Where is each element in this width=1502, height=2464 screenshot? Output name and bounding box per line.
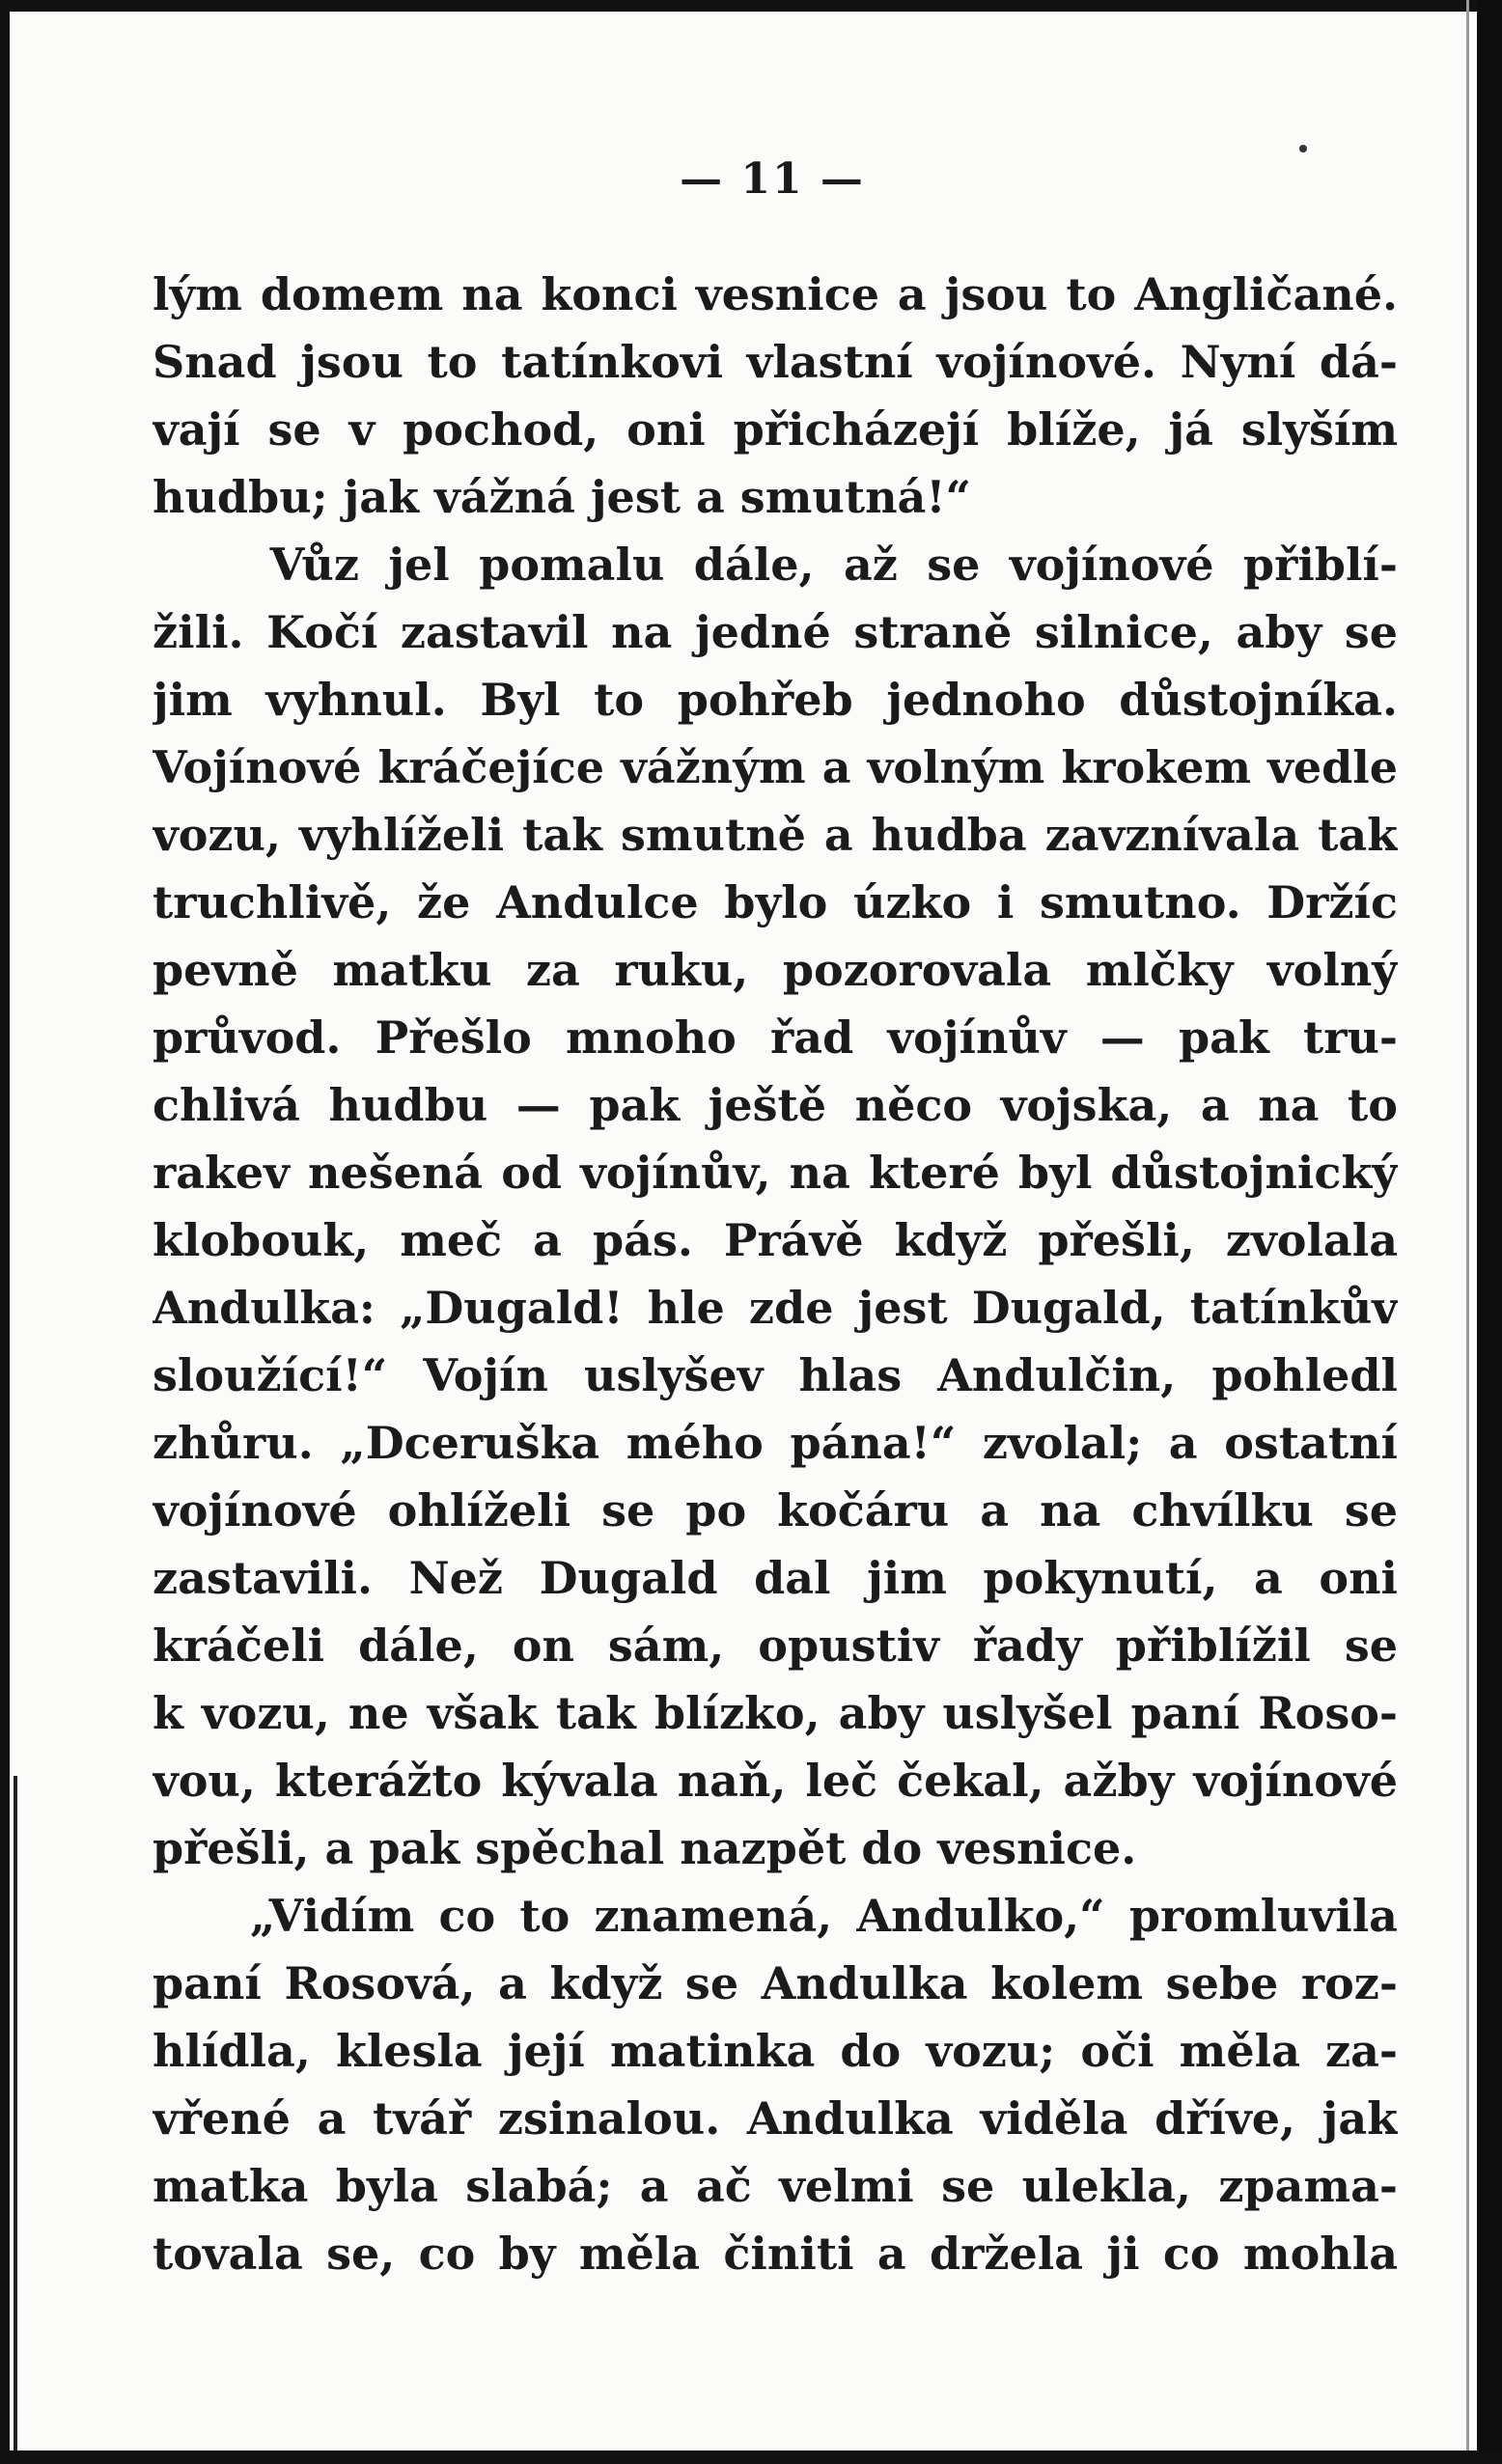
body-text	[153, 261, 1398, 2287]
scan-border-left	[0, 0, 10, 2464]
text-line: lým domem na konci vesnice a jsou to Angličané.	[153, 268, 1398, 320]
paragraph	[153, 1882, 1398, 2287]
scan-border-right	[1477, 0, 1502, 2464]
text-line: jim vyhnul. Byl to pohřeb jednoho důstojníka.	[153, 674, 1398, 726]
text-line: hudbu; jak vážná jest a smutná!“	[153, 471, 971, 523]
text-line: matka byla slabá; a ač velmi se ulekla, zpama-	[153, 2160, 1398, 2212]
text-line: žili. Kočí zastavil na jedné straně silnice, aby se	[153, 606, 1398, 658]
scan-border-left-inner	[14, 1776, 17, 2464]
text-line: průvod. Přešlo mnoho řad vojínův — pak tru-	[153, 1011, 1398, 1064]
text-line: truchlivě, že Andulce bylo úzko i smutno. Držíc	[153, 876, 1398, 928]
text-line: Vojínové kráčejíce vážným a volným krokem vedle	[153, 741, 1398, 793]
text-line: přešli, a pak spěchal nazpět do vesnice.	[153, 1822, 1137, 1874]
text-line: Vůz jel pomalu dále, až se vojínové přiblí-	[153, 539, 1398, 591]
text-line: hlídla, klesla její matinka do vozu; oči měla za-	[153, 2025, 1398, 2077]
text-line: vozu, vyhlíželi tak smutně a hudba zavznívala tak	[153, 809, 1398, 861]
text-line: Andulka: „Dugald! hle zde jest Dugald, tatínkův	[153, 1282, 1398, 1334]
text-line: kráčeli dále, on sám, opustiv řady přiblížil se	[153, 1620, 1398, 1672]
text-line: klobouk, meč a pás. Právě když přešli, zvolala	[153, 1214, 1398, 1266]
paragraph	[153, 261, 1398, 531]
text-line: „Vidím co to znamená, Andulko,“ promluvila	[153, 1890, 1398, 1942]
text-line: vřené a tvář zsinalou. Andulka viděla dříve, jak	[153, 2092, 1398, 2145]
text-line: tovala se, co by měla činiti a držela ji co mohla	[153, 2228, 1398, 2280]
text-line: pevně matku za ruku, pozorovala mlčky volný	[153, 944, 1398, 996]
ink-speck	[1299, 145, 1307, 152]
text-line: paní Rosová, a když se Andulka kolem sebe roz-	[153, 1957, 1398, 2009]
page-number: — 11 —	[680, 154, 865, 204]
text-line: k vozu, ne však tak blízko, aby uslyšel paní Roso-	[153, 1687, 1398, 1739]
text-line: Snad jsou to tatínkovi vlastní vojínové. Nyní dá-	[153, 336, 1398, 388]
text-line: chlivá hudbu — pak ještě něco vojska, a na to	[153, 1079, 1398, 1131]
text-line: zhůru. „Dceruška mého pána!“ zvolal; a ostatní	[153, 1417, 1398, 1469]
text-line: vou, kterážto kývala naň, leč čekal, ažby vojínové	[153, 1755, 1398, 1807]
text-line: vají se v pochod, oni přicházejí blíže, já slyším	[153, 403, 1398, 456]
text-line: rakev nešená od vojínův, na které byl důstojnický	[153, 1147, 1398, 1199]
scan-border-top	[0, 0, 1502, 12]
text-line: sloužící!“ Vojín uslyšev hlas Andulčin, pohledl	[153, 1349, 1398, 1401]
text-line: zastavili. Než Dugald dal jim pokynutí, a oni	[153, 1552, 1398, 1604]
scan-border-right-inner	[1466, 0, 1469, 2464]
paragraph	[153, 531, 1398, 1882]
text-line: vojínové ohlíželi se po kočáru a na chvílku se	[153, 1484, 1398, 1537]
scan-border-bottom	[0, 2450, 1502, 2464]
